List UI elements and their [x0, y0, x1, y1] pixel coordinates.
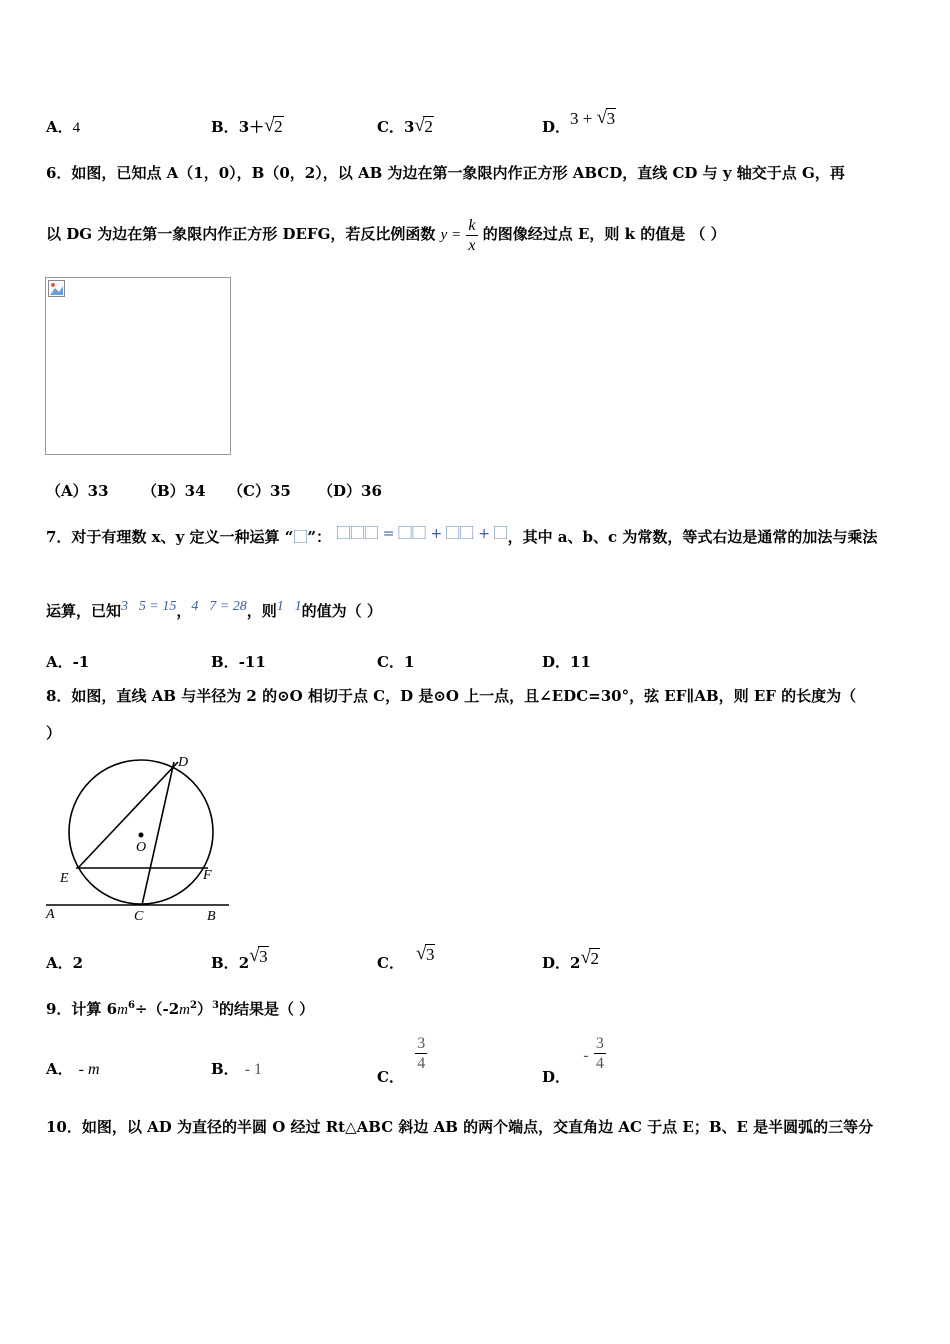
- q8-geometry-figure: [40, 748, 240, 928]
- q7-option-a: A．-1: [46, 653, 90, 671]
- circle-o: [69, 760, 213, 904]
- q6-option-b: （B）34: [142, 482, 206, 500]
- q7-option-d: D．11: [542, 653, 591, 671]
- center-point-o: [139, 833, 144, 838]
- q7-line1: 7．对于有理数 x、y 定义一种运算 “⃞”： ⃞⃞⃞ = ⃞⃞ + ⃞⃞ + ⃞，其中 a、b、c 为常数，等式右边是通常的加法与乘法: [46, 526, 878, 546]
- q5-option-b: B．3＋ √ 2: [211, 115, 283, 136]
- label-o: O: [136, 840, 147, 855]
- q6-option-d: （D）36: [318, 482, 382, 500]
- label-a: A: [46, 907, 55, 922]
- q8-line2: ）: [46, 724, 62, 742]
- q9-option-c: C． $\frac{3}{4}$: [377, 1035, 426, 1086]
- q7-option-c: C．1: [377, 653, 415, 671]
- q6-option-c: （C）35: [228, 482, 291, 500]
- q8-option-b: B．2 √ 3: [211, 945, 268, 972]
- label-d: D: [178, 755, 189, 770]
- label-f: F: [203, 868, 212, 883]
- label-b: B: [207, 909, 216, 924]
- q8-option-d: D．2 √ 2: [542, 947, 599, 972]
- q5-option-c: C．3 √ 2: [377, 115, 433, 136]
- broken-image-icon: [48, 280, 66, 298]
- q6-line2: 以 DG 为边在第一象限内作正方形 DEFG，若反比例函数 y = $\frac{k}{x}$ 的图像经过点 E，则 k 的值是 （ ）: [46, 216, 726, 254]
- q10-line1: 10．如图，以 AD 为直径的半圆 O 经过 Rt△ABC 斜边 AB 的两个端点，交直角边 AC 于点 E；B、E 是半圆弧的三等分: [46, 1118, 874, 1136]
- q8-option-a: A．2: [46, 954, 84, 972]
- label-c: C: [134, 909, 144, 924]
- q8-option-c: C． √ 3: [377, 943, 435, 972]
- q9-question: 9．计算 $6m^6\div(-2m^2)^3$的结果是（ ）: [46, 1000, 315, 1018]
- label-e: E: [60, 871, 69, 886]
- q6-option-a: （A）33: [46, 482, 109, 500]
- q7-line2: 运算，已知3⃞5 = 15，4⃞7 = 28，则1⃞1的值为（ ）: [46, 599, 382, 620]
- q8-line1: 8．如图，直线 AB 与半径为 2 的⊙O 相切于点 C，D 是⊙O 上一点，且∠EDC=30°，弦 EF∥AB，则 EF 的长度为（: [46, 687, 857, 705]
- q9-option-a: A． - m: [46, 1060, 100, 1078]
- q7-option-b: B．-11: [211, 653, 266, 671]
- q9-option-d: D． - $\frac{3}{4}$: [542, 1035, 604, 1086]
- q9-option-b: B． - 1: [211, 1060, 263, 1078]
- broken-image-placeholder: [45, 277, 231, 455]
- q5-option-a: A．4: [46, 118, 81, 136]
- q6-line1: 6．如图，已知点 A（1，0），B（0，2），以 AB 为边在第一象限内作正方形 ABCD，直线 CD 与 y 轴交于点 G，再: [46, 164, 845, 182]
- q5-option-d: D．3 + √ 3: [542, 107, 616, 136]
